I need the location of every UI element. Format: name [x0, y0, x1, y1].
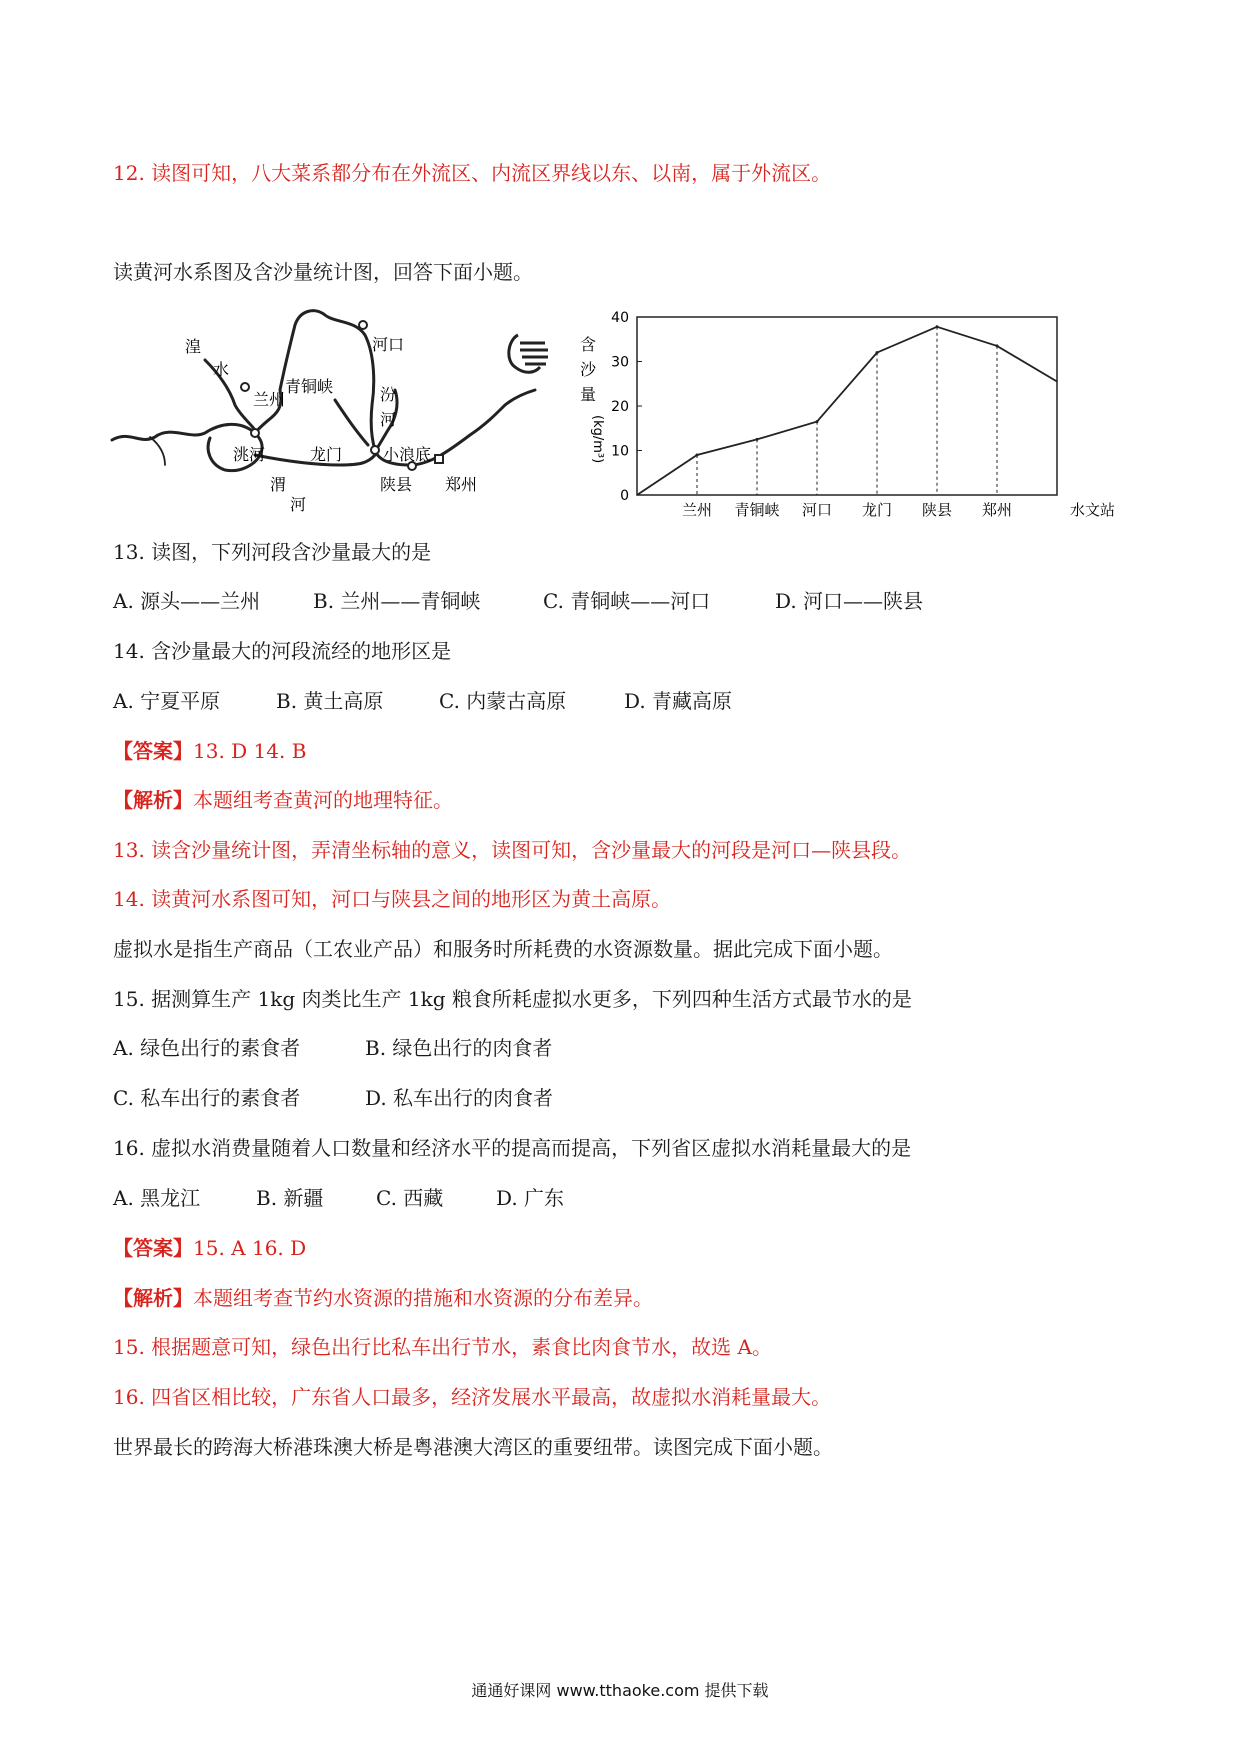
- ytick-label-0: 0: [620, 488, 629, 504]
- map-label-taohe: 洮河: [233, 445, 266, 464]
- page-footer: 通通好课网 www.tthaoke.com 提供下载: [471, 1681, 769, 1700]
- map-label-weihe2: 河: [290, 495, 307, 514]
- explanation-1: [113, 786, 453, 814]
- xtick-label-6: 郑州: [981, 501, 1013, 519]
- q16-option-b: B. 新疆: [256, 1186, 324, 1210]
- xtick-label-1: 兰州: [681, 501, 713, 519]
- q16-options: [113, 1184, 564, 1212]
- explanation-tag: 【解析】: [113, 788, 193, 812]
- q13-option-a: A. 源头——兰州: [113, 589, 261, 613]
- xtick-label-4: 龙门: [861, 501, 893, 519]
- answer-values: 13. D 14. B: [193, 739, 307, 763]
- explanation-text: 本题组考查黄河的地理特征。: [193, 788, 453, 812]
- bridge-intro: 世界最长的跨海大桥港珠澳大桥是粤港澳大湾区的重要纽带。读图完成下面小题。: [113, 1435, 833, 1459]
- q15-option-b: B. 绿色出行的肉食者: [365, 1036, 553, 1060]
- answer-2: [113, 1234, 306, 1262]
- q14-option-c: C. 内蒙古高原: [439, 689, 567, 713]
- q16-option-c: C. 西藏: [376, 1186, 444, 1210]
- sediment-series-line: [637, 327, 1057, 495]
- map-label-zhengzhou: 郑州: [445, 475, 478, 494]
- xtick-label-2: 青铜峡: [734, 501, 780, 519]
- explanation-2: [113, 1284, 653, 1312]
- map-label-huangshui2: 水: [213, 360, 230, 379]
- q14-option-d: D. 青藏高原: [624, 689, 733, 713]
- e15-explanation: 15. 根据题意可知，绿色出行比私车出行节水，素食比肉食节水，故选 A。: [113, 1335, 772, 1359]
- xtick-label-5: 陕县: [921, 501, 953, 519]
- e14-explanation: 14. 读黄河水系图可知，河口与陕县之间的地形区为黄土高原。: [113, 887, 672, 911]
- answer-1: [113, 737, 306, 765]
- map-label-fen2: 河: [380, 410, 397, 429]
- yellow-river-intro: 读黄河水系图及含沙量统计图，回答下面小题。: [113, 260, 533, 284]
- map-label-huangshui: 湟: [185, 337, 202, 356]
- q13-option-b: B. 兰州——青铜峡: [313, 589, 481, 613]
- answer-tag: 【答案】: [113, 739, 193, 763]
- q16-option-a: A. 黑龙江: [113, 1186, 201, 1210]
- q14-stem: 14. 含沙量最大的河段流经的地形区是: [113, 639, 452, 663]
- ylabel-char-0: 含: [580, 335, 597, 354]
- q15-option-d: D. 私车出行的肉食者: [365, 1086, 554, 1110]
- q16-option-d: D. 广东: [496, 1186, 565, 1210]
- q15-option-c: C. 私车出行的素食者: [113, 1086, 301, 1110]
- q15-options-row1: [113, 1034, 552, 1062]
- q13-option-c: C. 青铜峡——河口: [543, 589, 711, 613]
- map-label-hekou: 河口: [372, 335, 405, 354]
- q14-option-b: B. 黄土高原: [276, 689, 384, 713]
- q13-options: [113, 587, 923, 615]
- explanation-tag: 【解析】: [113, 1286, 193, 1310]
- answer-values: 15. A 16. D: [193, 1236, 307, 1260]
- ytick-label-1: 10: [611, 443, 629, 460]
- q15-options-row2: [113, 1084, 553, 1112]
- e13-explanation: 13. 读含沙量统计图，弄清坐标轴的意义，读图可知，含沙量最大的河段是河口—陕县段。: [113, 838, 912, 862]
- map-label-longmen: 龙门: [310, 445, 343, 464]
- xtick-label-3: 河口: [801, 501, 833, 519]
- q15-stem: 15. 据测算生产 1kg 肉类比生产 1kg 粮食所耗虚拟水更多，下列四种生活方式最节水的是: [113, 987, 912, 1011]
- answer-tag: 【答案】: [113, 1236, 193, 1260]
- q13-option-d: D. 河口——陕县: [775, 589, 924, 613]
- e16-explanation: 16. 四省区相比较，广东省人口最多，经济发展水平最高，故虚拟水消耗量最大。: [113, 1385, 832, 1409]
- explanation-text: 本题组考查节约水资源的措施和水资源的分布差异。: [193, 1286, 653, 1310]
- ylabel-char-2: 量: [580, 385, 597, 404]
- map-label-qingtongxia: 青铜峡: [285, 377, 334, 396]
- plot-frame: [637, 317, 1057, 495]
- sediment-chart: [572, 305, 1132, 520]
- virtual-water-intro: 虚拟水是指生产商品（工农业产品）和服务时所耗费的水资源数量。据此完成下面小题。: [113, 937, 893, 961]
- q12-explanation: 12. 读图可知，八大菜系都分布在外流区、内流区界线以东、以南，属于外流区。: [113, 161, 832, 185]
- map-label-lanzhou: 兰州: [253, 390, 286, 409]
- ytick-label-3: 30: [611, 354, 629, 371]
- ytick-label-2: 20: [611, 399, 629, 415]
- map-label-fen: 汾: [380, 385, 397, 404]
- map-label-xiaolangdi: 小浪底: [383, 445, 432, 464]
- q14-option-a: A. 宁夏平原: [113, 689, 221, 713]
- q14-options: [113, 687, 732, 715]
- yellow-river-map: [110, 305, 555, 520]
- ylabel-char-1: 沙: [580, 360, 597, 379]
- ytick-label-4: 40: [611, 310, 629, 326]
- map-label-weihe1: 渭: [270, 475, 287, 494]
- q16-stem: 16. 虚拟水消费量随着人口数量和经济水平的提高而提高，下列省区虚拟水消耗量最大的是: [113, 1136, 912, 1160]
- map-label-shanxian: 陕县: [380, 475, 413, 494]
- xlabel: 水文站: [1070, 501, 1116, 519]
- ylabel-unit: (kg/m³): [590, 415, 605, 464]
- q15-option-a: A. 绿色出行的素食者: [113, 1036, 301, 1060]
- q13-stem: 13. 读图，下列河段含沙量最大的是: [113, 540, 432, 564]
